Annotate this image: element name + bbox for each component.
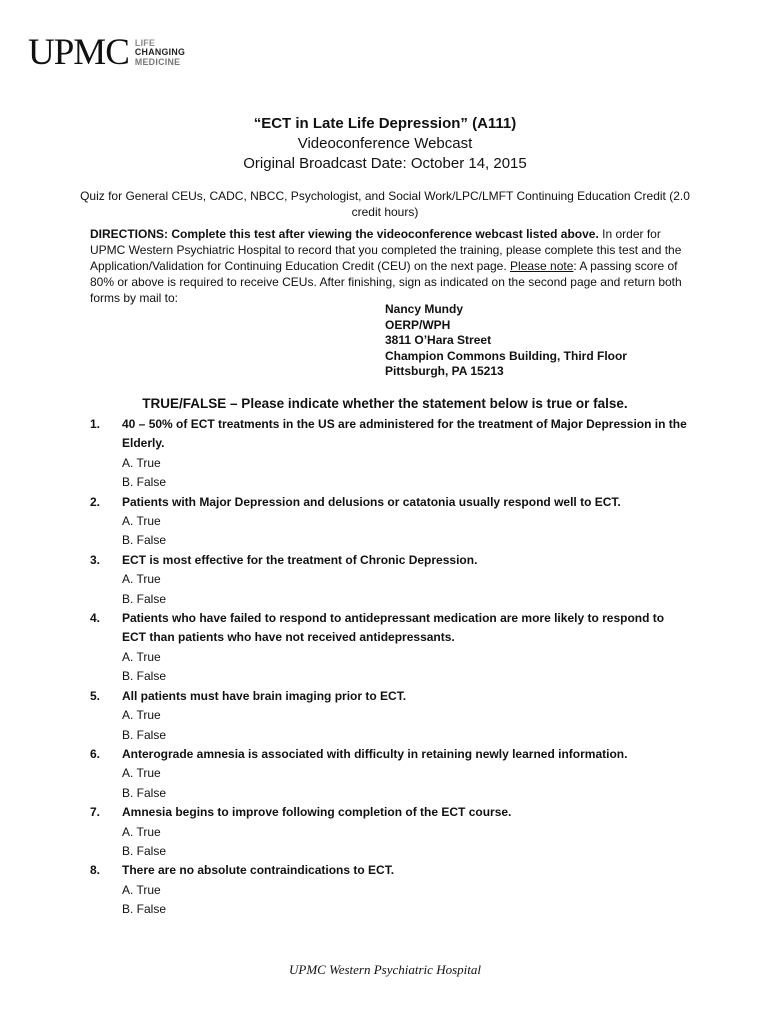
question-number: 2.: [90, 494, 101, 509]
question-number: 1.: [90, 417, 101, 431]
upmc-logo: [28, 32, 186, 73]
option-true: A. True: [122, 514, 161, 529]
option-false: B. False: [122, 669, 167, 684]
true-false-heading: TRUE/FALSE – Please indicate whether the statement below is true or false.: [142, 396, 628, 411]
logo-wordmark: UPMC: [28, 32, 129, 73]
question-text: There are no absolute contraindications to ECT.: [122, 863, 395, 878]
option-true: A. True: [122, 766, 161, 781]
option-false: B. False: [122, 591, 167, 606]
option-false: B. False: [122, 902, 167, 917]
question-item: [90, 803, 690, 861]
page-footer: UPMC Western Psychiatric Hospital: [289, 962, 481, 977]
question-number: 7.: [90, 805, 101, 820]
question-item: [90, 415, 690, 493]
mailing-address: [385, 302, 627, 380]
option-true: A. True: [122, 572, 161, 587]
logo-tagline-line: CHANGING: [134, 47, 186, 58]
question-number: 5.: [90, 688, 101, 703]
directions-body: In order for UPMC Western Psychiatric Hospital to record that you completed the training, please complete this test and the Application/Validation for Continuing Education Credit (CEU) on the next page.: [90, 227, 682, 273]
document-header: [0, 114, 770, 174]
question-number: 8.: [90, 863, 101, 878]
document-subtitle: Videoconference Webcast: [297, 135, 473, 152]
logo-tagline-line: MEDICINE: [134, 56, 181, 67]
question-item: [90, 745, 690, 803]
question-text: All patients must have brain imaging prior to ECT.: [122, 688, 407, 703]
option-true: A. True: [122, 649, 161, 664]
directions-paragraph: [90, 226, 685, 306]
question-item: [90, 551, 690, 609]
option-false: B. False: [122, 843, 167, 858]
option-false: B. False: [122, 785, 167, 800]
option-true: A. True: [122, 455, 161, 470]
address-dept: OERP/WPH: [385, 317, 451, 332]
address-city: Pittsburgh, PA 15213: [385, 364, 504, 378]
question-item: [90, 493, 690, 551]
logo-tagline: [135, 39, 185, 68]
address-name: Nancy Mundy: [385, 302, 464, 316]
option-false: B. False: [122, 533, 167, 548]
question-text: 40 – 50% of ECT treatments in the US are administered for the treatment of Major Depression in the Elderly.: [122, 417, 687, 451]
credit-description: Quiz for General CEUs, CADC, NBCC, Psychologist, and Social Work/LPC/LMFT Continuing Education Credit (2.0 credit hours): [80, 189, 690, 219]
question-item: [90, 861, 690, 919]
question-item: [90, 609, 690, 687]
broadcast-date: Original Broadcast Date: October 14, 2015: [243, 155, 527, 172]
document-title: “ECT in Late Life Depression” (A111): [253, 115, 517, 132]
question-text: ECT is most effective for the treatment of Chronic Depression.: [122, 552, 478, 567]
question-text: Patients who have failed to respond to antidepressant medication are more likely to respond to ECT than patients who have not received antidepressants.: [122, 611, 665, 645]
question-list: [90, 415, 690, 920]
option-true: A. True: [122, 882, 161, 897]
option-true: A. True: [122, 824, 161, 839]
directions-note: : A passing score of 80% or above is required to receive CEUs. After finishing, sign as indicated on the second page and return both forms by mail to:: [90, 259, 682, 305]
question-text: Anterograde amnesia is associated with difficulty in retaining newly learned information.: [122, 746, 628, 761]
please-note-label: Please note: [510, 259, 574, 273]
question-text: Patients with Major Depression and delusions or catatonia usually respond well to ECT.: [122, 494, 621, 509]
question-number: 3.: [90, 552, 101, 567]
option-true: A. True: [122, 708, 161, 723]
option-false: B. False: [122, 727, 167, 742]
directions-lead: DIRECTIONS: Complete this test after viewing the videoconference webcast listed above.: [90, 227, 599, 241]
address-building: Champion Commons Building, Third Floor: [385, 348, 627, 363]
address-street: 3811 O’Hara Street: [385, 333, 492, 347]
logo-tagline-line: LIFE: [134, 37, 156, 48]
question-item: [90, 687, 690, 745]
question-number: 6.: [90, 746, 101, 761]
question-number: 4.: [90, 611, 101, 626]
option-false: B. False: [122, 475, 167, 490]
question-text: Amnesia begins to improve following completion of the ECT course.: [122, 805, 512, 820]
